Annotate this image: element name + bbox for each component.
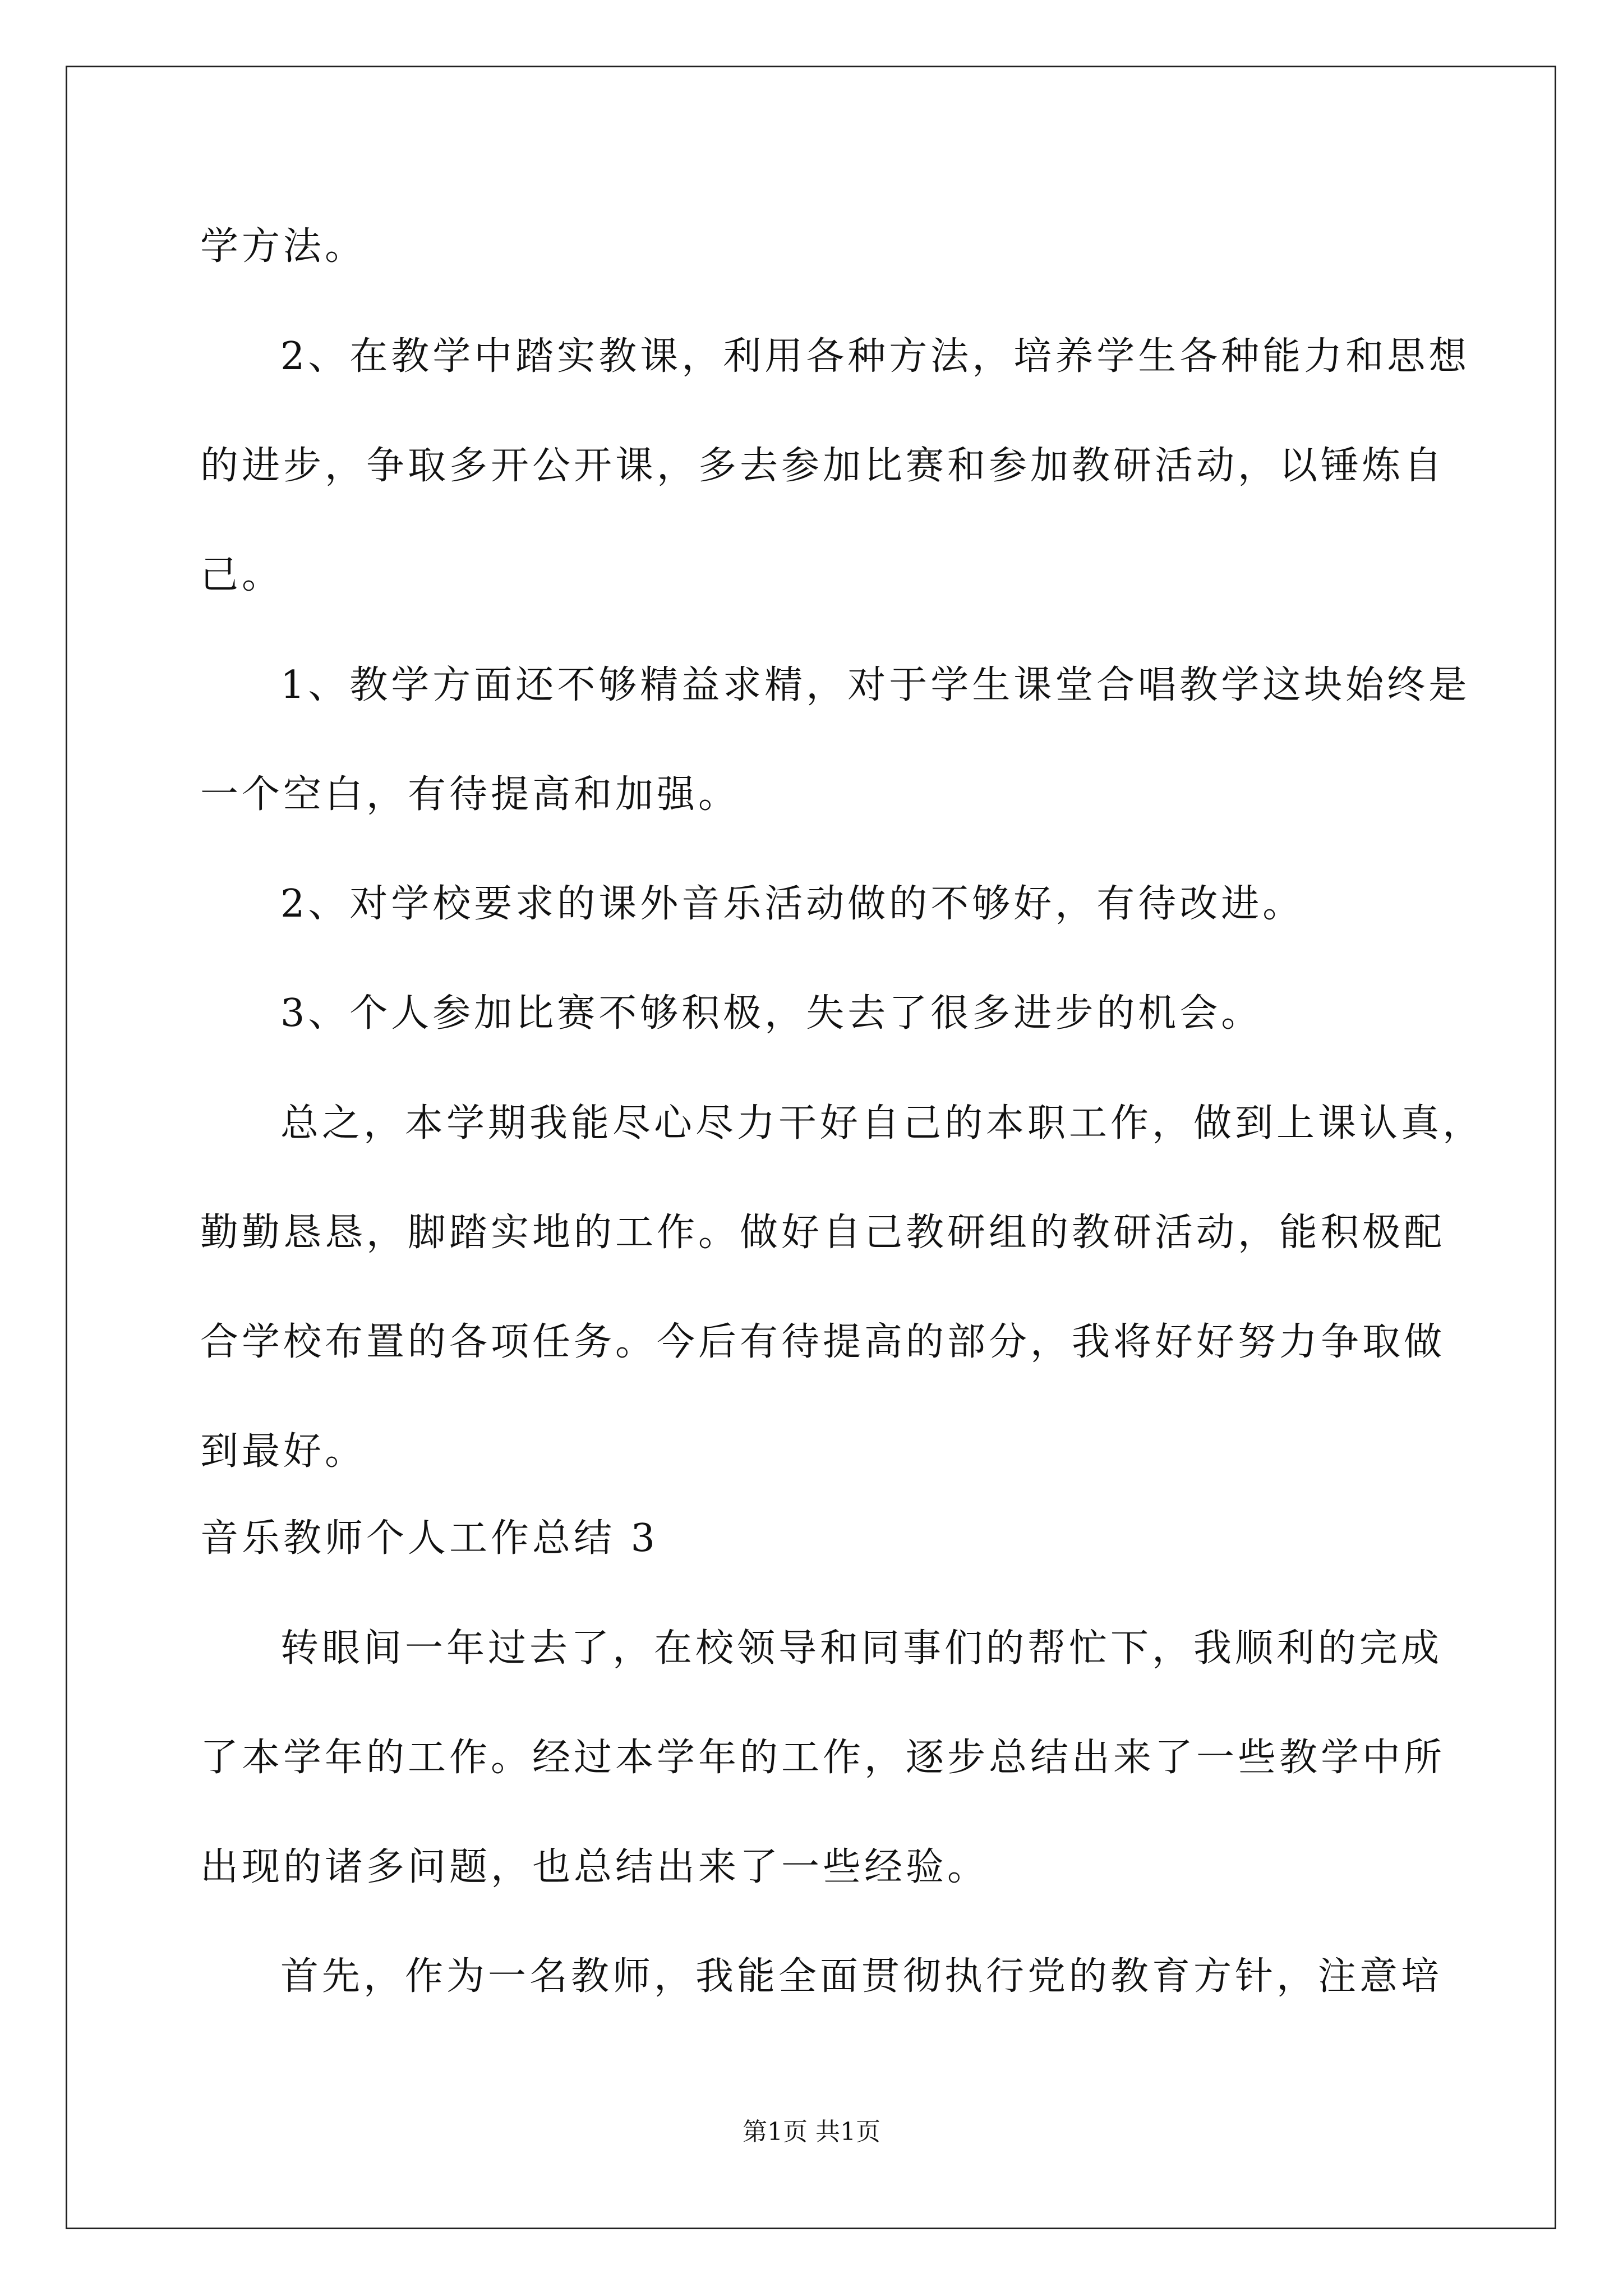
body-line-12: 到最好。 xyxy=(200,1429,367,1474)
body-line-9: 总之，本学期我能尽心尽力干好自己的本职工作，做到上课认真， xyxy=(280,1101,1484,1145)
body-line-3: 的进步，争取多开公开课，多去参加比赛和参加教研活动，以锤炼自 xyxy=(200,444,1446,488)
body-line-5: 1、教学方面还不够精益求精，对于学生课堂合唱教学这块始终是 xyxy=(280,663,1470,707)
section-heading: 音乐教师个人工作总结 3 xyxy=(200,1516,658,1561)
body-line-13: 转眼间一年过去了，在校领导和同事们的帮忙下，我顺利的完成 xyxy=(280,1626,1443,1671)
body-line-11: 合学校布置的各项任务。今后有待提高的部分，我将好好努力争取做 xyxy=(200,1320,1446,1364)
body-line-14: 了本学年的工作。经过本学年的工作，逐步总结出来了一些教学中所 xyxy=(200,1736,1446,1780)
body-line-6: 一个空白，有待提高和加强。 xyxy=(200,772,740,817)
body-line-10: 勤勤恳恳，脚踏实地的工作。做好自己教研组的教研活动，能积极配 xyxy=(200,1211,1446,1255)
body-line-7: 2、对学校要求的课外音乐活动做的不够好，有待改进。 xyxy=(280,882,1304,926)
page-number-footer: 第1页 共1页 xyxy=(743,2118,880,2146)
body-line-4: 己。 xyxy=(200,553,284,597)
body-line-16: 首先，作为一名教师，我能全面贯彻执行党的教育方针，注意培 xyxy=(280,1954,1443,1999)
page-border xyxy=(66,66,1556,2229)
body-line-1: 学方法。 xyxy=(200,224,367,269)
body-line-8: 3、个人参加比赛不够积极，失去了很多进步的机会。 xyxy=(280,991,1263,1036)
body-line-15: 出现的诸多问题，也总结出来了一些经验。 xyxy=(200,1845,989,1889)
body-line-2: 2、在教学中踏实教课，利用各种方法，培养学生各种能力和思想 xyxy=(280,334,1470,379)
